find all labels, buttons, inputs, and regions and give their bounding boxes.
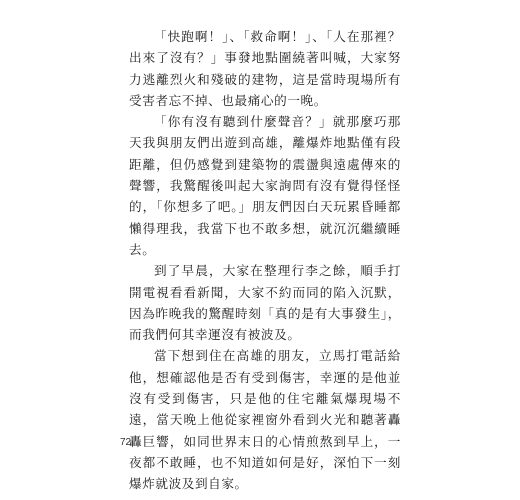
page-number: 72	[120, 437, 132, 448]
paragraph-3: 到了早晨，大家在整理行李之餘，順手打開電視看看新聞，大家不約而同的陷入沉默，因為昨晚我的驚醒時刻「真的是有大事發生」，而我們何其幸運沒有被波及。	[129, 263, 401, 343]
paragraph-1: 「快跑啊！」、「救命啊！」、「人在那裡？出來了沒有？」事發地點圍繞著叫喊，大家努力逃離烈火和殘破的建物，這是當時現場所有受害者忘不掉、也最痛心的一晚。	[129, 29, 401, 108]
paragraph-2: 「你有沒有聽到什麼聲音？」就那麼巧那天我與朋友們出遊到高雄，離爆炸地點僅有段距離，但仍感覺到建築物的震盪與遠處傳來的聲響，我驚醒後叫起大家詢問有沒有覺得怪怪的，「你想多了吧。」朋友們因白天玩累昏睡都懶得理我，我當下也不敢多想，就沉沉繼續睡去。	[129, 114, 401, 257]
paragraph-4: 當下想到住在高雄的朋友，立馬打電話給他，想確認他是否有受到傷害，幸運的是他並沒有受到傷害，只是他的住宅離氣爆現場不遠，當天晚上他從家裡窗外看到火光和聽著轟轟巨響，如同世界末日的心情煎熬到早上，一夜都不敢睡，也不知道如何是好，深怕下一刻爆炸就波及到自家。	[129, 348, 401, 492]
body-text	[129, 26, 401, 495]
